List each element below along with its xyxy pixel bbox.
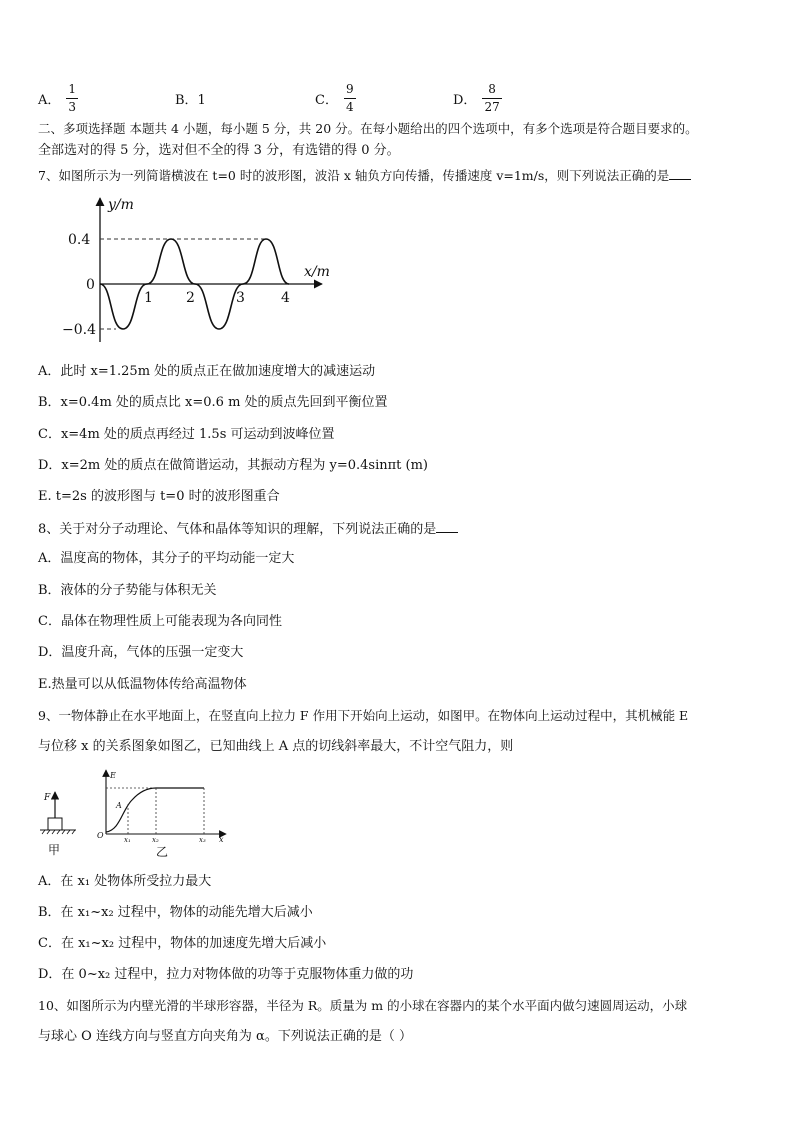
fraction: $\frac{9}{4}$ (345, 81, 354, 114)
block (48, 818, 62, 830)
q8-option-d: D．温度升高，气体的压强一定变大 (38, 645, 244, 660)
q8-option-a: A．温度高的物体，其分子的平均动能一定大 (38, 551, 295, 566)
q10-stem-line2: 与球心 O 连线方向与竖直方向夹角为 α。下列说法正确的是（ ） (38, 1029, 412, 1044)
origin-label: O (97, 831, 104, 840)
section2-line1: 二、多项选择题 本题共 4 小题，每小题 5 分，共 20 分。在每小题给出的四个选项中，有多个选项是符合题目要求的。 (38, 121, 698, 136)
e-label: E (110, 771, 116, 780)
caption-jia: 甲 (48, 843, 61, 857)
fraction: $\frac{1}{3}$ (68, 81, 77, 114)
y-tick-top: 0.4 (68, 232, 91, 248)
origin-label: 0 (86, 277, 95, 293)
ground-hatch (42, 830, 75, 834)
fraction: $\frac{8}{27}$ (484, 81, 500, 114)
q6-option-d: D． $\frac{8}{27}$ (453, 81, 500, 114)
q9-option-d: D．在 0~x₂ 过程中，拉力对物体做的功等于克服物体重力做的功 (38, 967, 414, 982)
q8-option-b: B．液体的分子势能与体积无关 (38, 583, 217, 598)
x-tick-3: 3 (236, 290, 245, 306)
y-axis-label: y/m (108, 197, 134, 213)
x2-label: x₂ (152, 836, 159, 844)
energy-curve (106, 788, 204, 832)
q9-stem-line2: 与位移 x 的关系图象如图乙，已知曲线上 A 点的切线斜率最大，不计空气阻力，则 (38, 739, 514, 754)
q8-option-c: C．晶体在物理性质上可能表现为各向同性 (38, 614, 282, 629)
q8-option-e: E.热量可以从低温物体传给高温物体 (38, 677, 247, 692)
point-a-label: A (116, 801, 122, 810)
x3-label: x₃ (199, 836, 206, 844)
x-tick-2: 2 (186, 290, 195, 306)
q10-stem-line1: 10、如图所示为内壁光滑的半球形容器，半径为 R。质量为 m 的小球在容器内的某个水平面内做匀速圆周运动，小球 (38, 998, 688, 1013)
q7-stem: 7、如图所示为一列简谐横波在 t=0 时的波形图，波沿 x 轴负方向传播，传播速度 v=1m/s，则下列说法正确的是 (38, 167, 691, 184)
section2-line2: 全部选对的得 5 分，选对但不全的得 3 分，有选错的得 0 分。 (38, 143, 400, 158)
q9-option-a: A．在 x₁ 处物体所受拉力最大 (38, 874, 212, 889)
q9-figure-yi (92, 766, 232, 860)
q7-option-b: B．x=0.4m 处的质点比 x=0.6 m 处的质点先回到平衡位置 (38, 395, 388, 410)
y-tick-bottom: −0.4 (62, 322, 96, 338)
force-label: F (44, 793, 51, 803)
answer-blank (436, 520, 458, 533)
x-tick-1: 1 (144, 290, 153, 306)
x-tick-4: 4 (281, 290, 290, 306)
q6-option-b: B．1 (175, 92, 206, 108)
q7-option-a: A．此时 x=1.25m 处的质点正在做加速度增大的减速运动 (38, 364, 376, 379)
answer-blank (669, 167, 691, 180)
q9-stem-line1: 9、一物体静止在水平地面上，在竖直向上拉力 F 作用下开始向上运动，如图甲。在物体向上运动过程中，其机械能 E (38, 708, 689, 723)
q6-option-a: A． $\frac{1}{3}$ (38, 81, 77, 114)
q6-option-c: C． $\frac{9}{4}$ (315, 81, 354, 114)
q9-option-c: C．在 x₁~x₂ 过程中，物体的加速度先增大后减小 (38, 936, 327, 951)
caption-yi: 乙 (156, 845, 169, 859)
x1-label: x₁ (124, 836, 131, 844)
q7-option-d: D．x=2m 处的质点在做简谐运动，其振动方程为 y=0.4sinπt (m) (38, 458, 428, 473)
q8-stem: 8、关于对分子动理论、气体和晶体等知识的理解，下列说法正确的是 (38, 520, 458, 538)
q6-options-row (38, 78, 758, 118)
q7-wave-graph (60, 192, 340, 350)
x-axis-label: x/m (304, 264, 330, 280)
q7-option-e: E. t=2s 的波形图与 t=0 时的波形图重合 (38, 489, 280, 504)
q9-figure-jia (36, 784, 86, 858)
q9-option-b: B．在 x₁~x₂ 过程中，物体的动能先增大后减小 (38, 905, 313, 920)
q7-option-c: C．x=4m 处的质点再经过 1.5s 可运动到波峰位置 (38, 427, 335, 442)
x-axis-label: x (219, 835, 224, 844)
